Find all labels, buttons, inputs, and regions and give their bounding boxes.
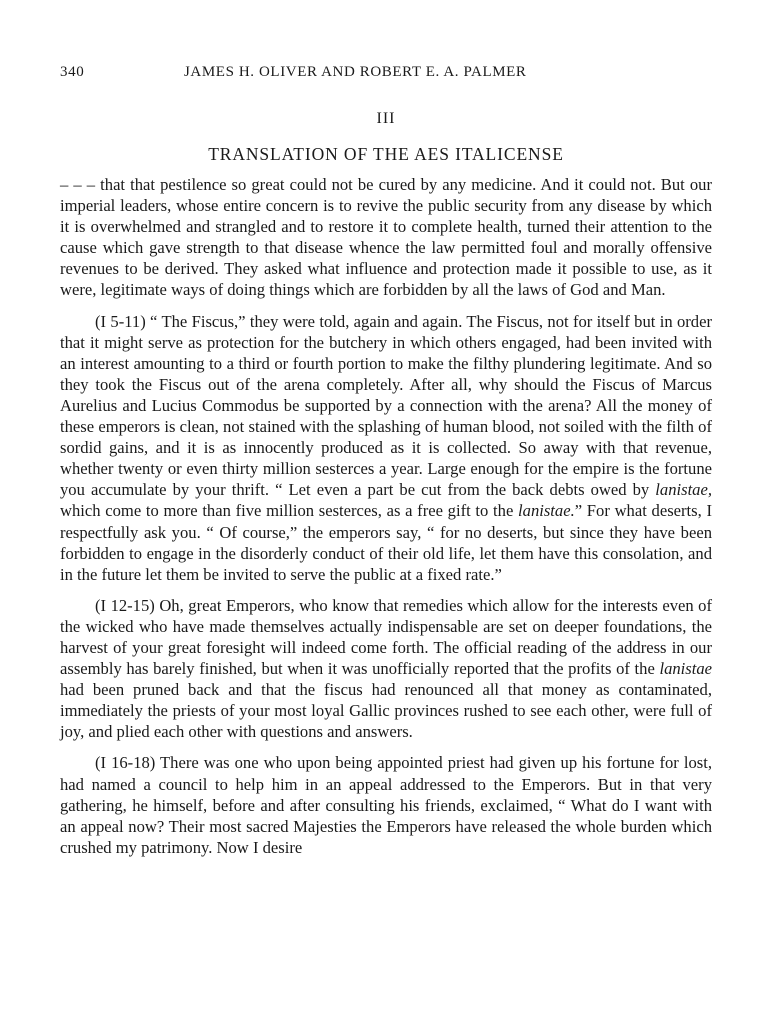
body-text: [60, 174, 712, 858]
section-title: TRANSLATION OF THE AES ITALICENSE: [208, 144, 564, 164]
paragraph-3: [60, 595, 712, 743]
paragraph-text: – – – that that pestilence so great could not be cured by any medicine. And it could not. But our imperial leaders, whose entire concern is to revive the public security from any disease by which it is overwhelmed and strangled and to restore it to complete health, turned their attention to the cause which gave strength to that disease whence the law permitted foul and morally offensive revenues to be derived. They asked what influence and protection made it possible to use, as it were, legitimate ways of doing things which are forbidden by all the laws of God and Man.: [60, 175, 712, 300]
paragraph-4: [60, 752, 712, 857]
paragraph-2: [60, 311, 712, 585]
italic-term: lanistae.: [518, 501, 575, 521]
paragraph-text: (I 5-11) “ The Fiscus,” they were told, again and again. The Fiscus, not for itself but in order that it might serve as protection for the butchery in which others engaged, had been invited with an interest amounting to a third or fourth portion to make the filthy plundering legitimate. And so they took the Fiscus out of the arena completely. After all, why should the Fiscus of Marcus Aurelius and Lucius Commodus be supported by a connection with the arena? All the money of these emperors is clean, not stained with the splashing of human blood, not soiled with the filth of sordid gains, and it is as innocently produced as it is collected. So away with that revenue, whether twenty or even thirty million sesterces a year. Large enough for the empire is the fortune you accumulate by your thrift. “ Let even a part be cut from the back debts owed by: [60, 311, 712, 500]
italic-term: lanistae: [659, 659, 712, 679]
paragraph-1: [60, 174, 712, 301]
paragraph-text: which come to more than five million sesterces, as a free gift to the: [60, 501, 519, 521]
paragraph-text: (I 16-18) There was one who upon being appointed priest had given up his fortune for lost, had named a council to help him in an appeal addressed to the Emperors. But in that very gathering, he himself, before and after consulting his friends, exclaimed, “ What do I want with an appeal now? Their most sacred Majesties the Emperors have released the whole burden which crushed my patrimony. Now I desire: [60, 753, 712, 857]
italic-term: lanistae,: [655, 480, 712, 500]
running-head: [60, 64, 712, 84]
page-number: 340: [60, 64, 85, 80]
section-number: III: [376, 110, 396, 127]
paragraph-text: (I 12-15) Oh, great Emperors, who know that remedies which allow for the interests even of the wicked who have made themselves actually indispensable are set on deeper foundations, the harvest of your great foresight will indeed come forth. The official reading of the address in our assembly has barely finished, but when it was unofficially reported that the profits of the: [60, 595, 712, 679]
running-head-authors: JAMES H. OLIVER AND ROBERT E. A. PALMER: [184, 64, 527, 80]
paragraph-text: had been pruned back and that the fiscus had renounced all that money as contaminated, immediately the priests of your most loyal Gallic provinces rushed to see each other, were full of joy, and plied each other with questions and answers.: [60, 680, 712, 742]
paragraph-text: ” For what deserts, I respectfully ask you. “ Of course,” the emperors say, “ for no deserts, but since they have been forbidden to engage in the disorderly conduct of their old life, let them have this consolation, and in the future let them be invited to serve the public at a fixed rate.”: [60, 501, 712, 584]
